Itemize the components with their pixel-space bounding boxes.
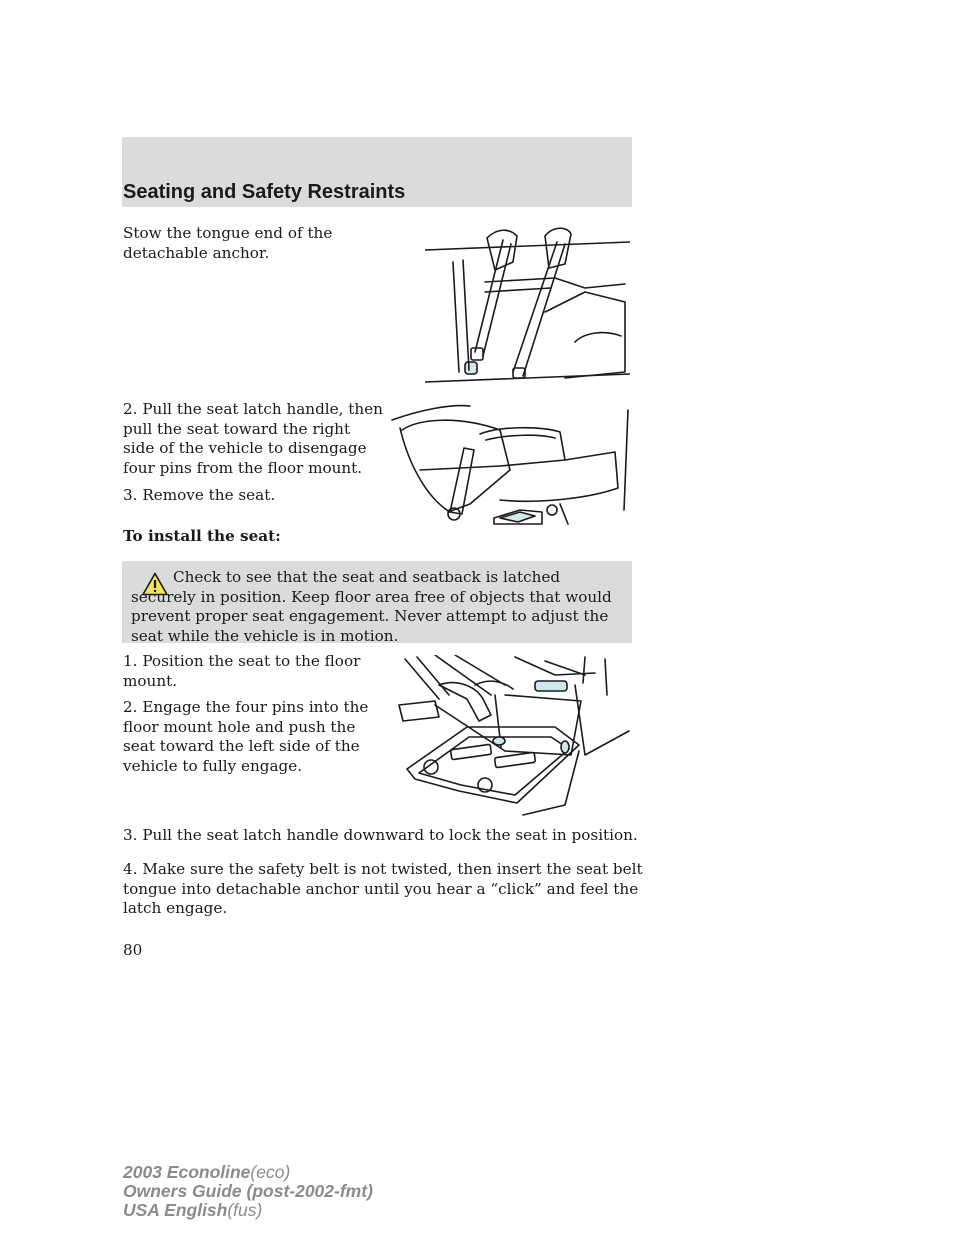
section-title: Seating and Safety Restraints xyxy=(123,181,406,203)
paragraph-install-step4: 4. Make sure the safety belt is not twisted, then insert the seat belt tongue into detachable anchor until you hear a “click” and feel the latch engage. xyxy=(123,860,643,917)
footer-language-code: (fus) xyxy=(227,1200,263,1220)
footer-line-guide xyxy=(123,1182,373,1201)
paragraph-remove-step2: 2. Pull the seat latch handle, then pull the seat toward the right side of the vehicle to disengage four pins from the floor mount. xyxy=(123,400,383,477)
paragraph-remove-step3: 3. Remove the seat. xyxy=(123,486,276,504)
illustration-seat-latch-handle xyxy=(390,400,630,530)
warning-text: Check to see that the seat and seatback is latched securely in position. Keep floor area free of objects that would prevent proper seat engagement. Never attempt to adjust the seat while the vehicle is in motion. xyxy=(131,568,612,645)
paragraph-install-step1: 1. Position the seat to the floor mount. xyxy=(123,652,361,690)
paragraph-stow: Stow the tongue end of the detachable anchor. xyxy=(123,224,333,262)
footer-line-language xyxy=(123,1201,373,1220)
paragraph-install-step3: 3. Pull the seat latch handle downward to lock the seat in position. xyxy=(123,826,638,844)
footer-document-info xyxy=(123,1163,373,1220)
footer-language: USA English xyxy=(123,1200,228,1220)
page-number: 80 xyxy=(123,941,143,959)
illustration-seat-floor-mount xyxy=(395,655,630,820)
illustration-seatbelt-anchor xyxy=(425,222,630,390)
footer-model-code: (eco) xyxy=(250,1162,291,1182)
paragraph-install-step2: 2. Engage the four pins into the floor mount hole and push the seat toward the left side of the vehicle to fully engage. xyxy=(123,698,369,775)
footer-guide: Owners Guide (post-2002-fmt) xyxy=(123,1181,373,1201)
subheading-install: To install the seat: xyxy=(123,527,281,545)
footer-line-model xyxy=(123,1163,373,1182)
footer-model: 2003 Econoline xyxy=(123,1162,251,1182)
